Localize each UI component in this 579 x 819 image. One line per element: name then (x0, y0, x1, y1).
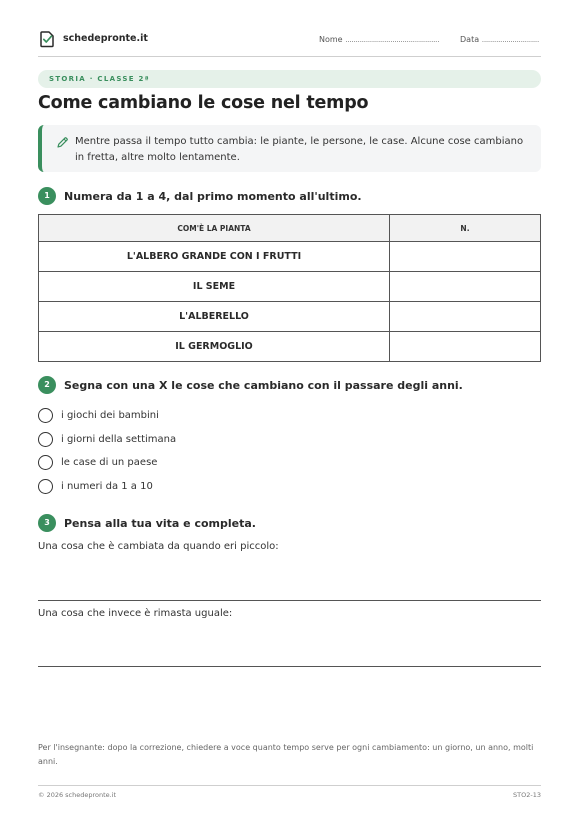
ordering-table (38, 214, 541, 362)
number-answer-cell[interactable] (390, 272, 541, 302)
answer-line[interactable] (38, 600, 541, 601)
radio-circle[interactable] (38, 432, 53, 447)
exercise-question: Pensa alla tua vita e completa. (64, 516, 256, 530)
exercise-number: 2 (38, 376, 56, 394)
page-header (38, 30, 541, 57)
table-row (39, 272, 541, 302)
table-row (39, 302, 541, 332)
pencil-icon (56, 136, 69, 149)
table-row (39, 242, 541, 272)
list-item[interactable] (38, 451, 176, 475)
brand-name: schedepronte.it (63, 32, 148, 44)
table-cell-label: L'ALBERO GRANDE CON I FRUTTI (39, 242, 390, 272)
list-item[interactable] (38, 475, 176, 499)
checkmark-document-icon (38, 30, 56, 48)
exercise-2-heading (38, 376, 463, 394)
radio-circle[interactable] (38, 479, 53, 494)
column-header: COM'È LA PIANTA (39, 215, 390, 242)
table-header-row (39, 215, 541, 242)
copyright: © 2026 schedepronte.it (38, 791, 117, 799)
sheet-code: STO2-13 (513, 791, 541, 799)
number-answer-cell[interactable] (390, 302, 541, 332)
checkbox-list (38, 404, 176, 498)
list-item[interactable] (38, 404, 176, 428)
logo (38, 30, 148, 48)
teacher-note: Per l'insegnante: dopo la correzione, chiedere a voce quanto tempo serve per ogni cambiamento: un giorno, un anno, molti anni. (38, 743, 534, 766)
intro-text: Mentre passa il tempo tutto cambia: le piante, le persone, le case. Alcune cose cambiano in fretta, altre molto lentamente. (75, 136, 524, 163)
list-item[interactable] (38, 428, 176, 452)
option-label: i giorni della settimana (61, 433, 177, 445)
page-footer (38, 785, 541, 799)
radio-circle[interactable] (38, 408, 53, 423)
table-cell-label: IL SEME (39, 272, 390, 302)
radio-circle[interactable] (38, 455, 53, 470)
exercise-number: 1 (38, 187, 56, 205)
completion-prompt: Una cosa che è cambiata da quando eri piccolo: (38, 541, 279, 552)
exercise-1-heading (38, 187, 362, 205)
table-row (39, 332, 541, 362)
option-label: le case di un paese (61, 457, 158, 469)
exercise-number: 3 (38, 514, 56, 532)
completion-prompt: Una cosa che invece è rimasta uguale: (38, 608, 233, 619)
option-label: i giochi dei bambini (61, 410, 159, 422)
name-field[interactable]: Nome .............................................. (319, 35, 440, 44)
table-cell-label: L'ALBERELLO (39, 302, 390, 332)
number-answer-cell[interactable] (390, 242, 541, 272)
exercise-question: Numera da 1 a 4, dal primo momento all'ultimo. (64, 189, 362, 203)
exercise-3-heading (38, 514, 256, 532)
intro-box (38, 125, 541, 172)
column-header: N. (390, 215, 541, 242)
number-answer-cell[interactable] (390, 332, 541, 362)
answer-line[interactable] (38, 666, 541, 667)
subject-badge: STORIA · CLASSE 2ª (38, 70, 541, 88)
date-field[interactable]: Data ............................ (460, 35, 539, 44)
exercise-question: Segna con una X le cose che cambiano con il passare degli anni. (64, 378, 463, 392)
page-title: Come cambiano le cose nel tempo (38, 93, 369, 113)
table-cell-label: IL GERMOGLIO (39, 332, 390, 362)
option-label: i numeri da 1 a 10 (61, 480, 153, 492)
